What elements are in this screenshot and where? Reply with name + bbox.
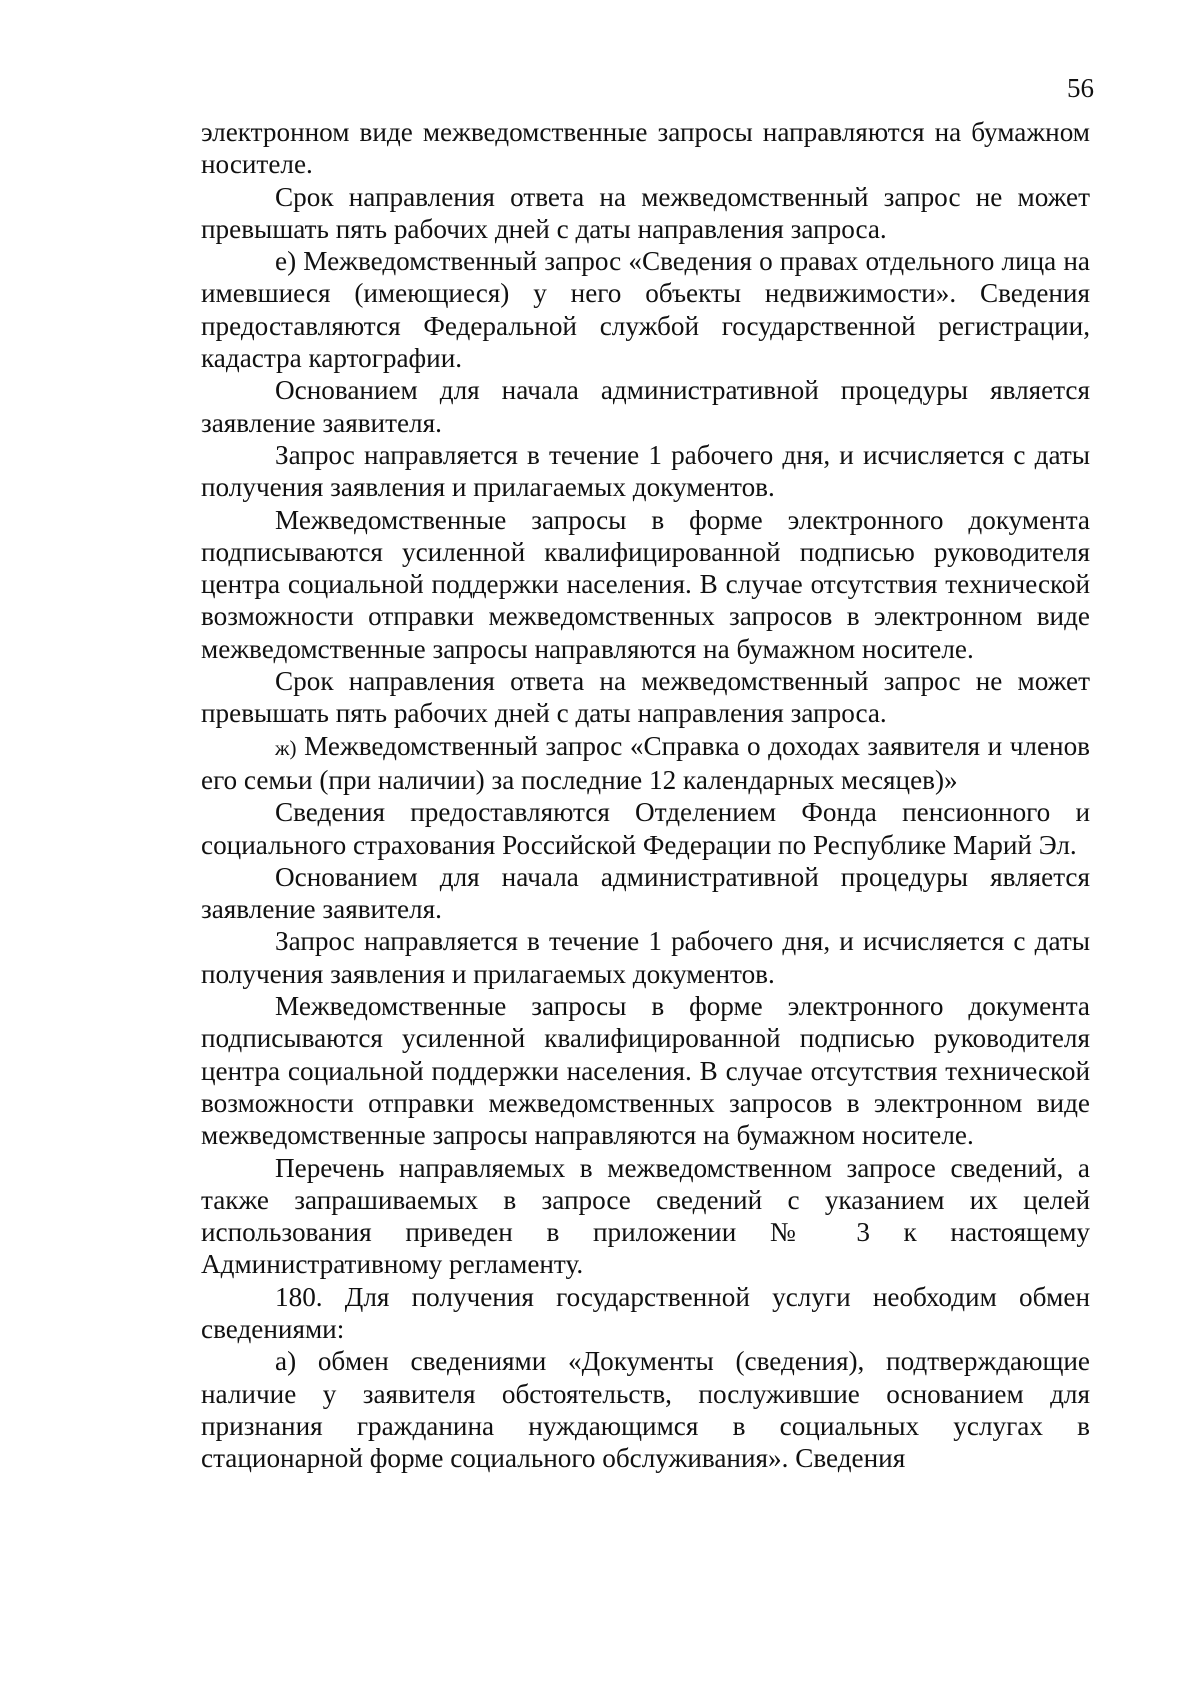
paragraph-text: Межведомственный запрос «Справка о доходах заявителя и членов его семьи (при наличии) за последние 12 календарных месяцев)» <box>201 730 1090 795</box>
paragraph: Основанием для начала административной процедуры является заявление заявителя. <box>201 861 1090 925</box>
paragraph: 180. Для получения государственной услуги необходим обмен сведениями: <box>201 1281 1090 1344</box>
page-number: 56 <box>1067 73 1094 103</box>
document-body <box>201 116 1090 1474</box>
item-letter: ж) <box>275 735 297 760</box>
paragraph: Срок направления ответа на межведомственный запрос не может превышать пять рабочих дней с даты направления запроса. <box>201 181 1090 244</box>
paragraph: а) обмен сведениями «Документы (сведения), подтверждающие наличие у заявителя обстоятельств, послужившие основанием для признания гражданина нуждающимся в социальных услугах в стационарной форме социального обслуживания». Сведения <box>201 1346 1090 1474</box>
paragraph: Запрос направляется в течение 1 рабочего дня, и исчисляется с даты получения заявления и прилагаемых документов. <box>201 926 1090 989</box>
paragraph: Перечень направляемых в межведомственном запросе сведений, а также запрашиваемых в запросе сведений с указанием их целей использования приведен в приложении № 3 к настоящему Административному регламенту. <box>201 1152 1090 1280</box>
paragraph: Запрос направляется в течение 1 рабочего дня, и исчисляется с даты получения заявления и прилагаемых документов. <box>201 439 1090 503</box>
paragraph: Основанием для начала административной процедуры является заявление заявителя. <box>201 375 1090 438</box>
paragraph <box>201 730 1090 797</box>
paragraph: е) Межведомственный запрос «Сведения о правах отдельного лица на имевшиеся (имеющиеся) у него объекты недвижимости». Сведения предоставляются Федеральной службой государственной регистрации, кадастра картографии. <box>201 246 1090 374</box>
paragraph: Срок направления ответа на межведомственный запрос не может превышать пять рабочих дней с даты направления запроса. <box>201 666 1090 729</box>
paragraph: Сведения предоставляются Отделением Фонда пенсионного и социального страхования Российской Федерации по Республике Марий Эл. <box>201 797 1090 860</box>
paragraph: Межведомственные запросы в форме электронного документа подписываются усиленной квалифицированной подписью руководителя центра социальной поддержки населения. В случае отсутствия технической возможности отправки межведомственных запросов в электронном виде межведомственные запросы направляются на бумажном носителе. <box>201 991 1090 1151</box>
paragraph: Межведомственные запросы в форме электронного документа подписываются усиленной квалифицированной подписью руководителя центра социальной поддержки населения. В случае отсутствия технической возможности отправки межведомственных запросов в электронном виде межведомственные запросы направляются на бумажном носителе. <box>201 504 1090 664</box>
paragraph: электронном виде межведомственные запросы направляются на бумажном носителе. <box>201 117 1090 180</box>
